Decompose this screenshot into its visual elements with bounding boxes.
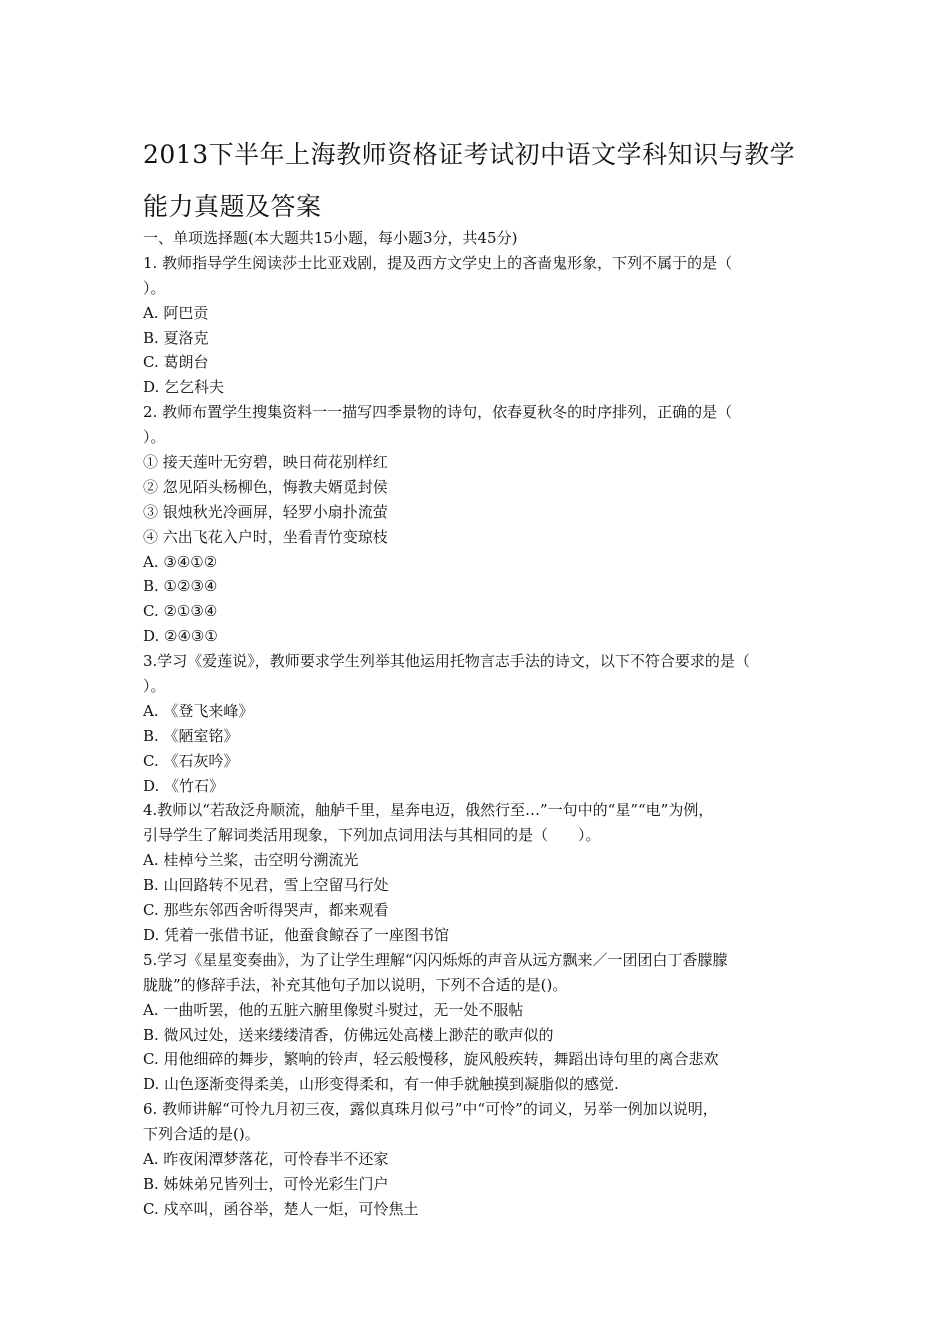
text-line: A. 《登飞来峰》: [143, 701, 254, 720]
text-line: B. 微风过处，送来缕缕清香，仿佛远处高楼上渺茫的歌声似的: [143, 1025, 554, 1044]
text-line: A. 桂棹兮兰桨，击空明兮溯流光: [143, 851, 359, 870]
document-body: [143, 226, 815, 1222]
text-line: B. 姊妹弟兄皆列士，可怜光彩生门户: [143, 1174, 389, 1193]
text-line: D. 凭着一张借书证，他蚕食鲸吞了一座图书馆: [143, 925, 450, 944]
document-title: [143, 129, 823, 233]
text-line: ③ 银烛秋光冷画屏，轻罗小扇扑流萤: [143, 502, 388, 521]
text-line: ）。: [143, 677, 166, 696]
text-line: C. 用他细碎的舞步，繁响的铃声，轻云般慢移，旋风般疾转，舞蹈出诗句里的离合悲欢: [143, 1050, 719, 1069]
title-line-2: 能力真题及答案: [143, 192, 322, 221]
text-line: A. 阿巴贡: [143, 303, 209, 322]
text-line: 5.学习《星星变奏曲》，为了让学生理解“闪闪烁烁的声音从远方飘来／一团团白丁香朦朦: [143, 950, 728, 969]
text-line: 1. 教师指导学生阅读莎士比亚戏剧，提及西方文学史上的吝啬鬼形象，下列不属于的是（: [143, 253, 733, 272]
text-line: C. ②①③④: [143, 602, 218, 621]
title-line-1: 2013下半年上海教师资格证考试初中语文学科知识与教学: [143, 140, 796, 169]
text-line: C. 葛朗台: [143, 353, 209, 372]
text-line: D. 乞乞科夫: [143, 378, 225, 397]
text-line: D. 《竹石》: [143, 776, 225, 795]
text-line: B. 夏洛克: [143, 328, 209, 347]
text-line: ② 忽见陌头杨柳色，悔教夫婿觅封侯: [143, 477, 388, 496]
text-line: 2. 教师布置学生搜集资料一一描写四季景物的诗句，依春夏秋冬的时序排列，正确的是（: [143, 403, 733, 422]
text-line: A. 一曲听罢，他的五脏六腑里像熨斗熨过，无一处不服帖: [143, 1000, 524, 1019]
text-line: ④ 六出飞花入户时，坐看青竹变琼枝: [143, 527, 388, 546]
text-line: A. 昨夜闲潭梦落花，可怜春半不还家: [143, 1149, 389, 1168]
text-line: A. ③④①②: [143, 552, 218, 571]
text-line: C. 《石灰吟》: [143, 751, 239, 770]
text-line: B. ①②③④: [143, 577, 218, 596]
text-line: ① 接天莲叶无穷碧，映日荷花别样红: [143, 453, 388, 472]
text-line: 4.教师以“若敌泛舟顺流，舳舻千里，星奔电迈，俄然行至…”一句中的“星”“电”为例，: [143, 801, 714, 820]
text-line: ）。: [143, 278, 166, 297]
text-line: 一、单项选择题(本大题共15小题，每小题3分，共45分): [143, 229, 518, 247]
text-line: 3.学习《爱莲说》，教师要求学生列举其他运用托物言志手法的诗文，以下不符合要求的是（: [143, 652, 750, 671]
text-line: 下列合适的是()。: [143, 1125, 260, 1144]
text-line: C. 戍卒叫，函谷举，楚人一炬，可怜焦土: [143, 1199, 419, 1218]
text-line: B. 山回路转不见君，雪上空留马行处: [143, 876, 389, 895]
text-line: D. ②④③①: [143, 627, 218, 646]
text-line: B. 《陋室铭》: [143, 726, 239, 745]
text-line: 胧胧”的修辞手法，补充其他句子加以说明，下列不合适的是()。: [143, 975, 568, 994]
text-line: 6. 教师讲解“可怜九月初三夜，露似真珠月似弓”中“可怜”的词义，另举一例加以说明，: [143, 1100, 718, 1119]
text-line: D. 山色逐渐变得柔美，山形变得柔和，有一伸手就触摸到凝脂似的感觉.: [143, 1075, 619, 1094]
text-line: C. 那些东邻西舍听得哭声，都来观看: [143, 901, 389, 920]
text-line: ）。: [143, 428, 166, 447]
text-line: 引导学生了解词类活用现象，下列加点词用法与其相同的是（ ）。: [143, 826, 601, 845]
